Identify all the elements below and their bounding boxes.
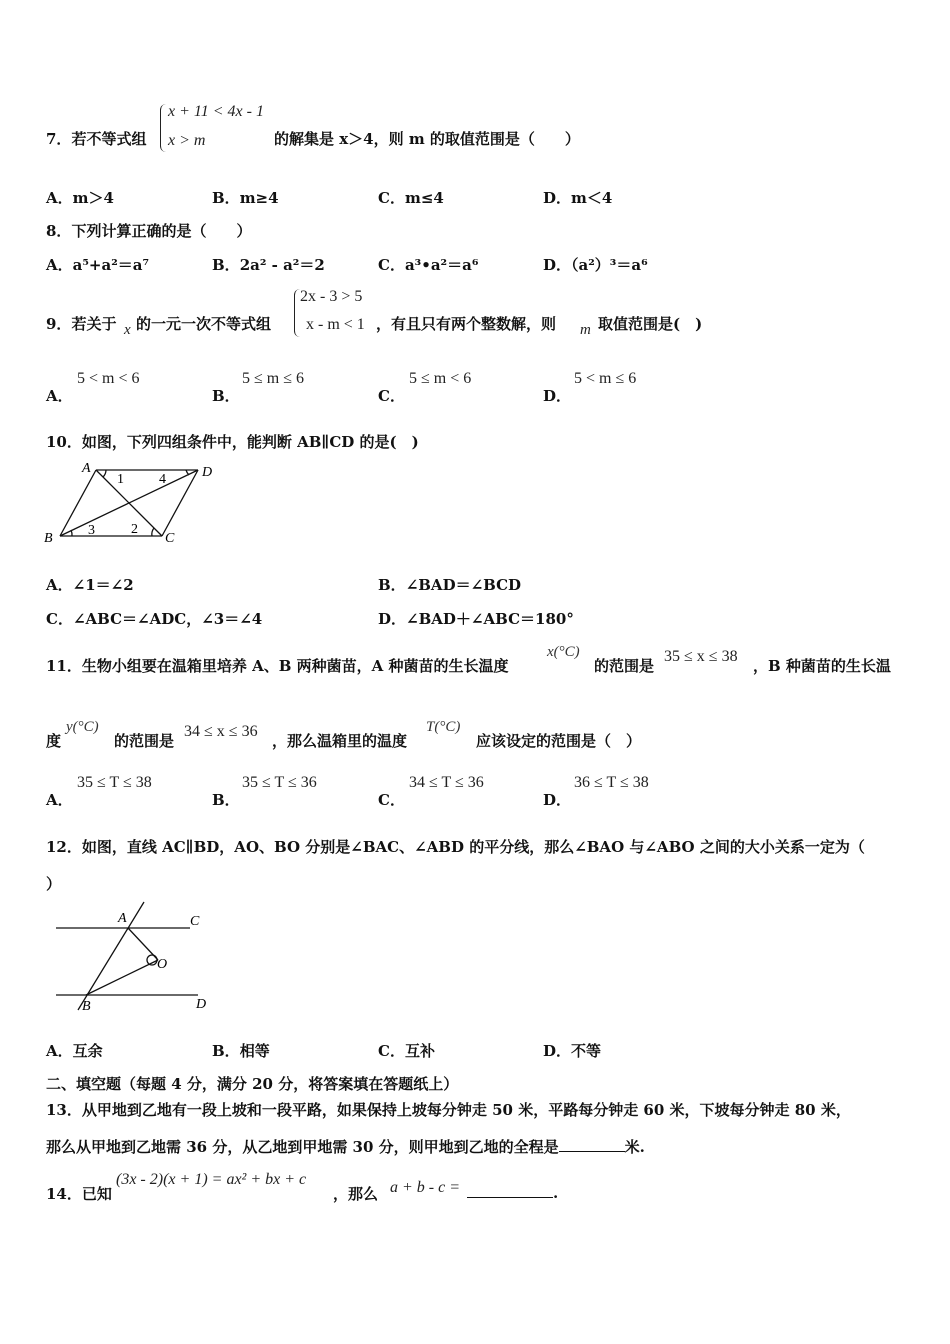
option-label: A． — [46, 1042, 73, 1060]
option-text: （a²）³＝a⁶ — [571, 256, 648, 274]
q11-line2-b: 的范围是 — [114, 732, 175, 750]
q11-line1-b: 的范围是 — [594, 657, 655, 675]
label-c: C — [190, 914, 200, 929]
q8-number: 8． — [46, 222, 72, 240]
q9-option-c-label[interactable]: C． — [378, 387, 405, 405]
option-text: a⁵+a²＝a⁷ — [72, 256, 150, 274]
q14-end: . — [553, 1184, 559, 1202]
option-text: 2a² - a²＝2 — [239, 256, 325, 274]
q11-option-c-math[interactable]: 34 ≤ T ≤ 36 — [409, 774, 484, 791]
q7-number: 7． — [46, 130, 72, 148]
q12-option-b[interactable] — [212, 1040, 270, 1061]
q14-middle: ，那么 — [333, 1185, 379, 1203]
q13-line2 — [46, 1136, 645, 1157]
option-text: ∠ABC＝∠ADC，∠3＝∠4 — [72, 610, 263, 628]
angle-1-label: 1 — [117, 472, 124, 487]
q12-line1 — [46, 836, 865, 857]
q7-option-b[interactable] — [212, 187, 279, 208]
q10-option-b[interactable] — [378, 574, 521, 595]
angle-4-label: 4 — [159, 472, 166, 487]
angle-3-label: 3 — [88, 523, 95, 538]
q11-option-a-label[interactable]: A． — [46, 791, 73, 809]
q9-prefix: 若关于 — [71, 315, 117, 333]
q13-line1 — [46, 1099, 851, 1120]
q9-number: 9． — [46, 315, 72, 333]
label-a: A — [82, 461, 91, 476]
option-label: B． — [212, 1042, 240, 1060]
q11-x-unit: x(°C) — [547, 644, 580, 660]
q14-number: 14． — [46, 1185, 82, 1203]
label-o: O — [157, 957, 168, 972]
q14-start — [46, 1183, 112, 1204]
option-text: ∠1＝∠2 — [72, 576, 134, 594]
q9-option-a-label[interactable]: A． — [46, 387, 73, 405]
q11-line2-a: 度 — [46, 732, 62, 750]
q14-answer-blank[interactable] — [467, 1183, 553, 1198]
q11-line2-c: ，那么温箱里的温度 — [272, 732, 408, 750]
q11-line2-d: 应该设定的范围是（ ） — [476, 732, 642, 750]
q13-text-line1: 从甲地到乙地有一段上坡和一段平路，如果保持上坡每分钟走 50 米，平路每分钟走 60 米，下坡每分钟走 80 米， — [81, 1101, 851, 1119]
q11-range-a: 35 ≤ x ≤ 38 — [664, 648, 738, 665]
q12-parallel-lines-figure — [48, 898, 218, 1016]
q9-option-a-math[interactable]: 5 < m < 6 — [77, 370, 140, 387]
q7-suffix: 的解集是 x＞4，则 m 的取值范围是（ ） — [274, 130, 580, 148]
option-text: ∠BAD＋∠ABC＝180° — [406, 610, 574, 628]
option-text: m＞4 — [72, 189, 114, 207]
q14-equation: (3x - 2)(x + 1) = ax² + bx + c — [116, 1171, 307, 1188]
q7-option-d[interactable] — [543, 187, 612, 208]
q10-number: 10． — [46, 433, 82, 451]
option-label: A． — [46, 256, 73, 274]
q11-option-c-label[interactable]: C． — [378, 791, 405, 809]
q7-prefix: 若不等式组 — [71, 130, 147, 148]
q12-option-a[interactable] — [46, 1040, 103, 1061]
q9-option-b-label[interactable]: B． — [212, 387, 240, 405]
diagonal-bd — [60, 470, 198, 536]
segment-dc — [162, 470, 198, 536]
q11-line1-a: 生物小组要在温箱里培养 A、B 两种菌苗，A 种菌苗的生长温度 — [81, 657, 509, 675]
q9-option-c-math[interactable]: 5 ≤ m < 6 — [409, 370, 472, 387]
angle-2-label: 2 — [131, 522, 138, 537]
q10-stem — [46, 431, 419, 452]
q12-text-line1: 如图，直线 AC∥BD，AO、BO 分别是∠BAC、∠ABD 的平分线，那么∠BAO 与∠ABO 之间的大小关系一定为（ — [81, 838, 865, 856]
q8-stem — [46, 220, 251, 241]
label-d: D — [196, 997, 207, 1012]
q14-prefix: 已知 — [81, 1185, 112, 1203]
q10-option-d[interactable] — [378, 608, 574, 629]
option-text: ∠BAD＝∠BCD — [405, 576, 522, 594]
option-label: C． — [46, 610, 73, 628]
q8-text: 下列计算正确的是（ ） — [71, 222, 252, 240]
angle-4-arc — [186, 470, 189, 475]
q11-line1-start — [46, 655, 509, 676]
q11-option-b-label[interactable]: B． — [212, 791, 240, 809]
q9-option-b-math[interactable]: 5 ≤ m ≤ 6 — [242, 370, 305, 387]
option-label: A． — [46, 189, 73, 207]
option-label: D． — [543, 256, 572, 274]
q12-option-c[interactable] — [378, 1040, 435, 1061]
section2-heading: 二、填空题（每题 4 分，满分 20 分，将答案填在答题纸上） — [46, 1075, 459, 1093]
q7-option-c[interactable] — [378, 187, 444, 208]
option-label: C． — [378, 1042, 405, 1060]
q7-option-a[interactable] — [46, 187, 114, 208]
q7-system-brace — [160, 104, 167, 152]
option-text: m＜4 — [571, 189, 613, 207]
q9-suffix: ，有且只有两个整数解，则 — [376, 315, 557, 333]
option-text: a³•a²＝a⁶ — [404, 256, 479, 274]
segment-bo — [86, 960, 158, 995]
q13-answer-blank[interactable] — [559, 1137, 625, 1152]
q14-expression: a + b - c = — [390, 1179, 461, 1196]
q9-end: 取值范围是( ) — [598, 315, 703, 333]
option-label: B． — [212, 256, 240, 274]
q7-stem — [46, 128, 146, 149]
q9-middle: 的一元一次不等式组 — [136, 315, 272, 333]
option-label: B． — [378, 576, 406, 594]
option-label: D． — [378, 610, 407, 628]
option-label: C． — [378, 256, 405, 274]
label-a: A — [118, 911, 127, 926]
label-c: C — [165, 531, 175, 546]
q10-option-a[interactable] — [46, 574, 134, 595]
option-text: 互余 — [72, 1042, 103, 1060]
q11-option-a-math[interactable]: 35 ≤ T ≤ 38 — [77, 774, 152, 791]
angle-3-arc — [71, 530, 72, 536]
q12-option-d[interactable] — [543, 1040, 601, 1061]
q11-y-unit: y(°C) — [66, 719, 99, 735]
option-text: m≥4 — [239, 189, 279, 207]
q11-option-d-label[interactable]: D． — [543, 791, 572, 809]
q9-var-m: m — [580, 322, 591, 338]
q11-range-b: 34 ≤ x ≤ 36 — [184, 723, 258, 740]
q9-system-line1: 2x - 3 > 5 — [300, 288, 363, 305]
q12-number: 12． — [46, 838, 82, 856]
q9-option-d-label[interactable]: D． — [543, 387, 572, 405]
q11-option-b-math[interactable]: 35 ≤ T ≤ 36 — [242, 774, 317, 791]
q8-option-d[interactable] — [543, 254, 648, 275]
angle-2-arc — [152, 528, 154, 536]
q11-number: 11． — [46, 657, 82, 675]
q14-answer-line — [467, 1183, 558, 1202]
q11-line1-c: ，B 种菌苗的生长温 — [753, 657, 891, 675]
label-b: B — [82, 999, 91, 1014]
q11-option-d-math[interactable]: 36 ≤ T ≤ 38 — [574, 774, 649, 791]
angle-1-arc — [103, 470, 106, 477]
q8-option-c[interactable] — [378, 254, 478, 275]
label-b: B — [44, 531, 53, 546]
option-text: 互补 — [404, 1042, 435, 1060]
q13-text-line2: 那么从甲地到乙地需 36 分，从乙地到甲地需 30 分，则甲地到乙地的全程是 — [46, 1138, 559, 1156]
q13-number: 13． — [46, 1101, 82, 1119]
q8-option-a[interactable] — [46, 254, 149, 275]
q10-parallelogram-figure — [40, 458, 240, 550]
label-d: D — [202, 465, 213, 480]
option-text: m≤4 — [404, 189, 444, 207]
q9-system-line2: x - m < 1 — [306, 316, 365, 333]
q10-option-c[interactable] — [46, 608, 262, 629]
option-text: 相等 — [239, 1042, 270, 1060]
option-text: 不等 — [571, 1042, 602, 1060]
q7-system-line1: x + 11 < 4x - 1 — [168, 103, 264, 120]
q9-var-x: x — [124, 322, 131, 338]
q7-system-line2: x > m — [168, 132, 206, 149]
q11-t-unit: T(°C) — [426, 719, 461, 735]
q8-option-b[interactable] — [212, 254, 325, 275]
q13-end: 米. — [624, 1138, 645, 1156]
option-label: B． — [212, 189, 240, 207]
q9-option-d-math[interactable]: 5 < m ≤ 6 — [574, 370, 637, 387]
option-label: D． — [543, 189, 572, 207]
q12-line2: ） — [46, 875, 62, 893]
option-label: D． — [543, 1042, 572, 1060]
q10-text: 如图，下列四组条件中，能判断 AB∥CD 的是( ) — [81, 433, 419, 451]
option-label: C． — [378, 189, 405, 207]
option-label: A． — [46, 576, 73, 594]
q9-stem — [46, 313, 116, 334]
